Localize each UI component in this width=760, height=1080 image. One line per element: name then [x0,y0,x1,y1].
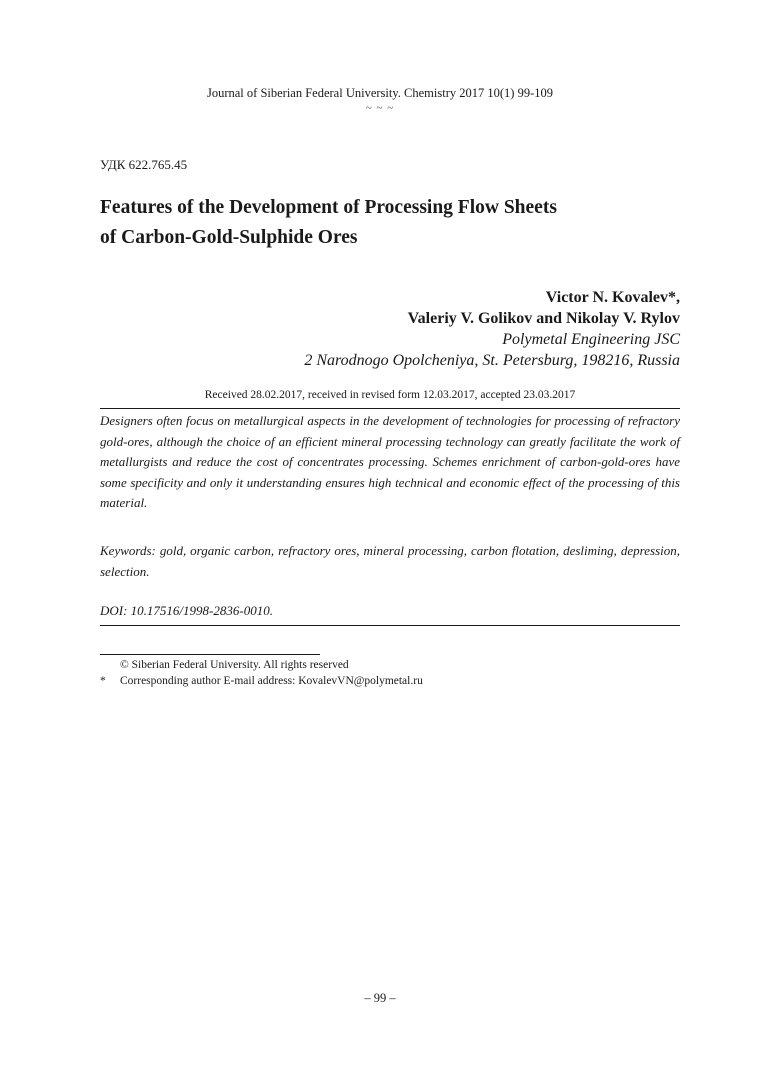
abstract-bottom-rule [100,625,680,626]
footnote-rule [100,654,320,655]
abstract-top-rule [100,408,680,409]
header-ornament: ~ ~ ~ [365,102,395,114]
abstract-text: Designers often focus on metallurgical aspects in the development of technologies for processing of refractory gold-ores, although the choice of an efficient mineral processing technology can greatly facilitate the work of metallurgists and reduce the cost of concentrates processing. Schemes enrichment of carbon-gold-ores have some specificity and only it understanding ensures high technical and economic effect of the processing of this material. [100,413,680,510]
paper-title [100,193,680,253]
affiliation: Polymetal Engineering JSC [502,331,680,348]
address: 2 Narodnogo Opolcheniya, St. Petersburg, 198216, Russia [304,352,680,369]
footnote-corresponding [100,673,423,689]
author-line-2: Valeriy V. Golikov and Nikolay V. Rylov [407,310,680,327]
copyright-text: © Siberian Federal University. All rights reserved [120,659,349,671]
corresponding-text: Corresponding author E-mail address: KovalevVN@polymetal.ru [120,675,423,687]
asterisk-mark: * [100,675,106,687]
keywords-text: Keywords: gold, organic carbon, refractory ores, mineral processing, carbon flotation, desliming, depression, selection. [100,543,680,579]
author-line-1: Victor N. Kovalev*, [545,289,680,306]
footnote-copyright [100,657,349,673]
page-number: – 99 – [364,991,396,1005]
journal-header: Journal of Siberian Federal University. Chemistry 2017 10(1) 99-109 [206,86,553,100]
doi-link[interactable]: DOI: 10.17516/1998-2836-0010. [100,603,273,618]
title-line-2: of Carbon-Gold-Sulphide Ores [100,227,358,248]
author-block [120,287,680,371]
udc-code: УДК 622.765.45 [100,157,188,172]
title-line-1: Features of the Development of Processing Flow Sheets [100,197,557,218]
received-dates: Received 28.02.2017, received in revised form 12.03.2017, accepted 23.03.2017 [204,389,576,401]
